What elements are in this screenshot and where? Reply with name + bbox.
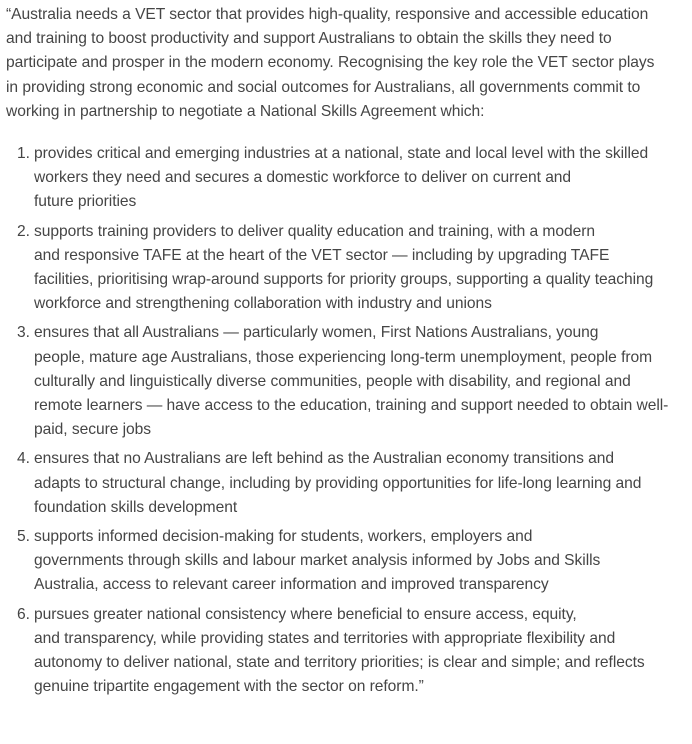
list-item-line: supports informed decision-making for students, workers, employers and xyxy=(34,528,533,546)
intro-line: in providing strong economic and social outcomes for Australians, all governments commit to xyxy=(6,78,641,96)
list-item-number: 2. xyxy=(17,222,30,240)
list-item-line: autonomy to deliver national, state and territory priorities; is clear and simple; and reflects xyxy=(34,654,645,672)
list-item-line: supports training providers to deliver quality education and training, with a modern xyxy=(34,222,595,240)
list-item-line: and responsive TAFE at the heart of the VET sector — including by upgrading TAFE xyxy=(34,246,610,264)
list-item-line: and transparency, while providing states and territories with appropriate flexibility and xyxy=(34,629,616,647)
list-item-line: remote learners — have access to the education, training and support needed to obtain well- xyxy=(34,397,669,415)
intro-paragraph xyxy=(6,3,690,124)
list-item xyxy=(6,447,690,520)
list-item-line: provides critical and emerging industries at a national, state and local level with the skilled xyxy=(34,145,649,163)
list-item xyxy=(6,220,690,317)
list-item-line: foundation skills development xyxy=(34,498,238,516)
list-item xyxy=(6,525,690,598)
list-item xyxy=(6,603,690,700)
list-item-line: ensures that all Australians — particularly women, First Nations Australians, young xyxy=(34,324,599,342)
list-item-number: 5. xyxy=(17,528,30,546)
list-item-line: workers they need and secures a domestic workforce to deliver on current and xyxy=(34,169,572,187)
list-item xyxy=(6,321,690,442)
list-item-line: workforce and strengthening collaboration with industry and unions xyxy=(34,295,492,313)
list-item-number: 6. xyxy=(17,605,30,623)
commitments-list xyxy=(6,142,690,699)
list-item xyxy=(6,142,690,215)
list-item-line: ensures that no Australians are left behind as the Australian economy transitions and xyxy=(34,450,615,468)
list-item-line: adapts to structural change, including by providing opportunities for life-long learning and xyxy=(34,474,642,492)
intro-line: participate and prosper in the modern economy. Recognising the key role the VET sector plays xyxy=(6,54,655,72)
list-item-line: future priorities xyxy=(34,193,137,211)
list-item-line: culturally and linguistically diverse communities, people with disability, and regional and xyxy=(34,372,631,390)
list-item-number: 1. xyxy=(17,145,30,163)
intro-line: and training to boost productivity and support Australians to obtain the skills they need to xyxy=(6,30,612,48)
list-item-line: paid, secure jobs xyxy=(34,421,152,439)
list-item-line: genuine tripartite engagement with the sector on reform.” xyxy=(34,678,424,696)
list-item-line: pursues greater national consistency where beneficial to ensure access, equity, xyxy=(34,605,577,623)
list-item-line: governments through skills and labour market analysis informed by Jobs and Skills xyxy=(34,552,601,570)
list-item-line: facilities, prioritising wrap-around supports for priority groups, supporting a quality teaching xyxy=(34,271,654,289)
intro-line: “Australia needs a VET sector that provides high-quality, responsive and accessible education xyxy=(6,6,649,23)
list-item-line: Australia, access to relevant career information and improved transparency xyxy=(34,576,549,594)
list-item-number: 4. xyxy=(17,450,30,468)
list-item-line: people, mature age Australians, those experiencing long-term unemployment, people from xyxy=(34,348,653,366)
list-item-number: 3. xyxy=(17,324,30,342)
intro-line: working in partnership to negotiate a National Skills Agreement which: xyxy=(6,102,485,120)
